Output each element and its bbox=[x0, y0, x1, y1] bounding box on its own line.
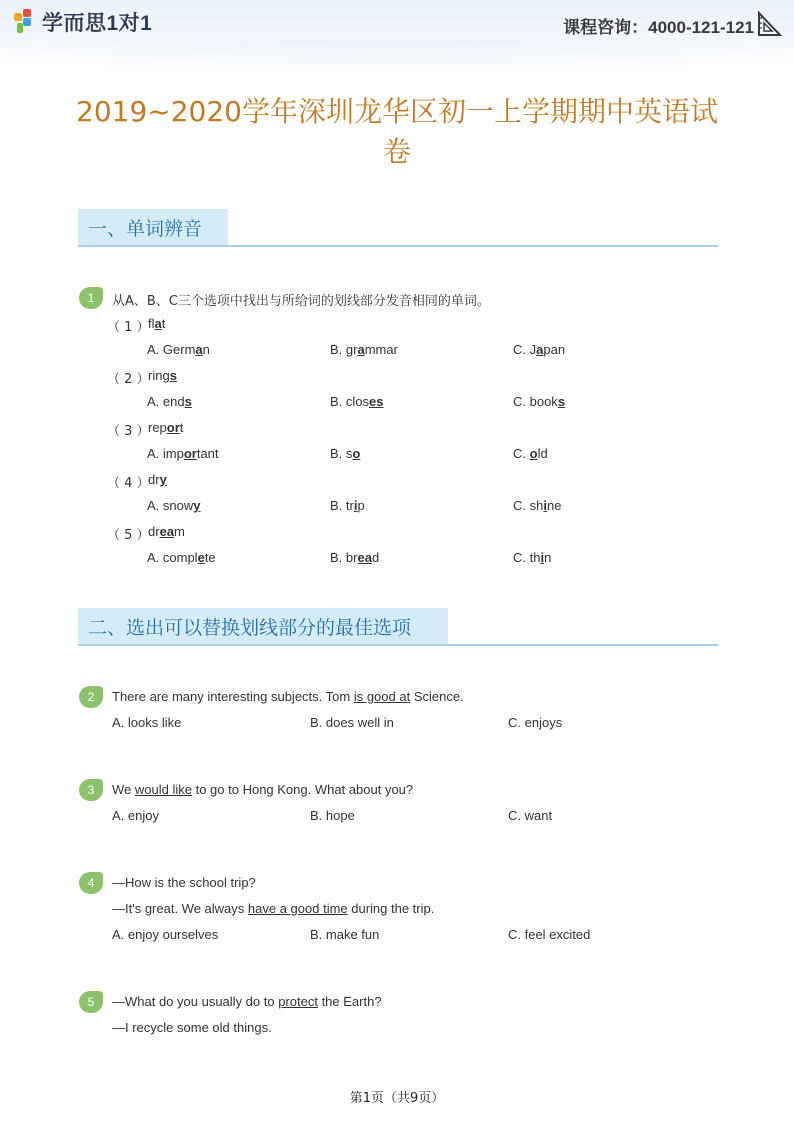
underlined-letters: or bbox=[166, 420, 180, 435]
option-c: C. want bbox=[508, 808, 553, 823]
underlined-letters: y bbox=[193, 498, 201, 513]
underlined-letters: a bbox=[357, 342, 365, 357]
section-divider bbox=[78, 245, 718, 247]
question-number-badge: 1 bbox=[79, 287, 103, 309]
stem-text: We bbox=[112, 782, 135, 797]
underlined-letters: ea bbox=[357, 550, 372, 565]
logo-mark-icon bbox=[14, 9, 38, 35]
word-text: dr bbox=[148, 472, 160, 487]
question-number-badge: 2 bbox=[79, 686, 103, 708]
question-stem bbox=[112, 689, 464, 704]
word-text: A. end bbox=[147, 394, 185, 409]
word-text: te bbox=[204, 550, 216, 565]
section-header-1 bbox=[78, 209, 718, 247]
word-text: A. Germ bbox=[147, 342, 196, 357]
option-a bbox=[147, 342, 210, 357]
word-text: ne bbox=[546, 498, 562, 513]
question-stem bbox=[112, 994, 382, 1009]
option-a: A. enjoy ourselves bbox=[112, 927, 219, 942]
underlined-letters: ea bbox=[159, 524, 175, 539]
word-text: dr bbox=[148, 524, 160, 539]
word-text: A. snow bbox=[147, 498, 194, 513]
word-text: B. tr bbox=[330, 498, 354, 513]
stem-text: —What do you usually do to bbox=[112, 994, 279, 1009]
option-b: B. hope bbox=[310, 808, 355, 823]
option-b bbox=[330, 342, 398, 357]
option-b bbox=[330, 394, 383, 409]
option-a bbox=[147, 394, 192, 409]
option-a bbox=[147, 550, 216, 565]
section-divider bbox=[78, 644, 718, 646]
document-title-line-1: 2019~2020学年深圳龙华区初一上学期期中英语试 bbox=[76, 95, 718, 128]
document-title bbox=[70, 92, 724, 172]
underlined-letters: s bbox=[169, 368, 177, 383]
sub-question-label: （ 5 ） bbox=[107, 528, 150, 543]
word-text: pan bbox=[543, 342, 566, 357]
option-c: C. enjoys bbox=[508, 715, 563, 730]
document-title-line-2: 卷 bbox=[382, 135, 411, 168]
word-text: mmar bbox=[364, 342, 398, 357]
option-a: A. looks like bbox=[112, 715, 182, 730]
underlined-phrase: protect bbox=[278, 994, 318, 1009]
question-stem bbox=[112, 901, 434, 916]
word-text: C. sh bbox=[513, 498, 544, 513]
word-text: t bbox=[179, 420, 184, 435]
question-line-1: —How is the school trip? bbox=[112, 875, 256, 890]
word-text: n bbox=[202, 342, 210, 357]
sub-question-label: （ 2 ） bbox=[107, 372, 150, 387]
option-a: A. enjoy bbox=[112, 808, 159, 823]
option-b bbox=[330, 498, 365, 513]
word-text: rep bbox=[148, 420, 167, 435]
underlined-letters: a bbox=[195, 342, 203, 357]
option-c bbox=[513, 394, 565, 409]
word-text: t bbox=[161, 316, 166, 331]
word-text: A. imp bbox=[147, 446, 184, 461]
given-word bbox=[148, 472, 167, 487]
underlined-letters: o bbox=[529, 446, 538, 461]
option-c: C. feel excited bbox=[508, 927, 591, 942]
question-line-2: —I recycle some old things. bbox=[112, 1020, 272, 1035]
word-text: p bbox=[357, 498, 365, 513]
question-prompt: 从A、B、C三个选项中找出与所给词的划线部分发音相同的单词。 bbox=[112, 294, 490, 309]
underlined-letters: a bbox=[536, 342, 544, 357]
option-b bbox=[330, 446, 360, 461]
section-title: 一、单词辨音 bbox=[88, 218, 203, 240]
underlined-letters: i bbox=[353, 498, 358, 513]
stem-text: There are many interesting subjects. Tom bbox=[112, 689, 354, 704]
word-text: fl bbox=[148, 316, 155, 331]
word-text: A. compl bbox=[147, 550, 198, 565]
option-c bbox=[513, 342, 565, 357]
hotline-text: 课程咨询：4000-121-121 bbox=[563, 18, 754, 37]
sub-question-label: （ 1 ） bbox=[107, 320, 150, 335]
underlined-letters: a bbox=[154, 316, 162, 331]
word-text: B. gr bbox=[330, 342, 358, 357]
stem-text: to go to Hong Kong. What about you? bbox=[191, 782, 414, 797]
question-stem bbox=[112, 782, 413, 797]
underlined-letters: y bbox=[159, 472, 167, 487]
underlined-letters: or bbox=[183, 446, 197, 461]
header-decoration bbox=[0, 40, 794, 74]
word-text: B. clos bbox=[330, 394, 370, 409]
underlined-phrase: is good at bbox=[353, 689, 411, 704]
word-text: B. s bbox=[330, 446, 353, 461]
ruler-triangle-icon bbox=[756, 10, 782, 38]
brand-logo bbox=[14, 8, 152, 36]
word-text: ld bbox=[537, 446, 548, 461]
option-c bbox=[513, 446, 548, 461]
option-b: B. does well in bbox=[310, 715, 394, 730]
option-c bbox=[513, 498, 561, 513]
given-word bbox=[148, 524, 185, 539]
word-text: C. bbox=[513, 446, 530, 461]
option-a bbox=[147, 446, 219, 461]
question-number-badge: 3 bbox=[79, 779, 103, 801]
underlined-letters: s bbox=[184, 394, 192, 409]
word-text: tant bbox=[196, 446, 219, 461]
logo-text: 学而思1对1 bbox=[42, 12, 153, 35]
given-word bbox=[148, 316, 165, 331]
option-c bbox=[513, 550, 551, 565]
section-header-2 bbox=[78, 608, 718, 646]
underlined-letters: es bbox=[369, 394, 384, 409]
word-text: n bbox=[544, 550, 552, 565]
word-text: ring bbox=[148, 368, 170, 383]
sub-question-label: （ 4 ） bbox=[107, 476, 150, 491]
word-text: B. br bbox=[330, 550, 358, 565]
sub-question-label: （ 3 ） bbox=[107, 424, 150, 439]
word-text: C. book bbox=[513, 394, 558, 409]
word-text: d bbox=[371, 550, 380, 565]
stem-text: during the trip. bbox=[347, 901, 435, 916]
word-text: C. J bbox=[513, 342, 537, 357]
question-number-badge: 5 bbox=[79, 991, 103, 1013]
option-a bbox=[147, 498, 200, 513]
question-number-badge: 4 bbox=[79, 872, 103, 894]
section-title: 二、选出可以替换划线部分的最佳选项 bbox=[88, 617, 412, 639]
underlined-letters: s bbox=[557, 394, 566, 409]
word-text: m bbox=[174, 524, 185, 539]
underlined-letters: i bbox=[540, 550, 545, 565]
page-number: 第1页（共9页） bbox=[349, 1091, 445, 1106]
option-b bbox=[330, 550, 379, 565]
underlined-letters: o bbox=[352, 446, 361, 461]
underlined-phrase: have a good time bbox=[247, 901, 348, 916]
given-word bbox=[148, 420, 183, 435]
underlined-letters: e bbox=[197, 550, 205, 565]
stem-text: Science. bbox=[410, 689, 464, 704]
stem-text: the Earth? bbox=[317, 994, 382, 1009]
underlined-letters: i bbox=[543, 498, 547, 513]
option-b: B. make fun bbox=[310, 927, 380, 942]
word-text: C. th bbox=[513, 550, 541, 565]
stem-text: —It's great. We always bbox=[112, 901, 248, 916]
underlined-phrase: would like bbox=[134, 782, 192, 797]
given-word bbox=[148, 368, 177, 383]
